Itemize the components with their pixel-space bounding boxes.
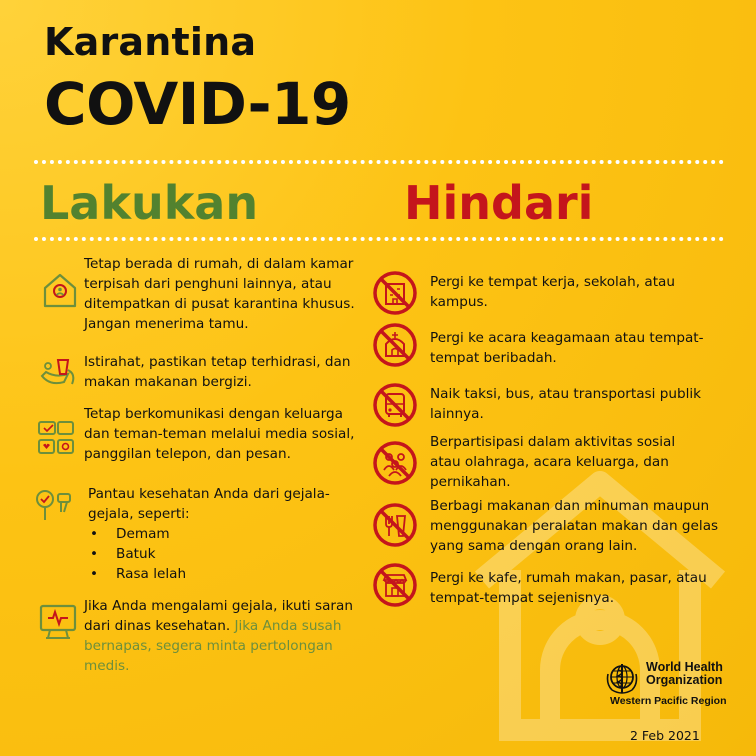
dotted-divider-bottom <box>34 237 724 241</box>
no-cafe-market-icon <box>372 562 418 608</box>
do-item-text: Jika Anda mengalami gejala, ikuti saran dari dinas kesehatan. <box>84 598 353 634</box>
avoid-heading: Hindari <box>404 176 594 230</box>
do-item-advice <box>84 596 354 676</box>
symptom-item: • Rasa lelah <box>88 564 288 584</box>
avoid-item-text: Naik taksi, bus, atau transportasi publik lainnya. <box>430 386 702 422</box>
who-name-line1: World Health <box>646 660 723 674</box>
communication-icon <box>36 418 76 458</box>
no-sharing-utensils-icon <box>372 502 418 548</box>
urgent-medical-note: Jika Anda susah bernapas, segera minta pertolongan medis. <box>84 618 342 674</box>
rest-hydrate-food-icon <box>38 352 78 392</box>
symptom-item: • Demam <box>88 524 288 544</box>
avoid-item-text: Pergi ke kafe, rumah makan, pasar, atau tempat-tempat sejenisnya. <box>430 570 707 606</box>
do-item-text: Istirahat, pastikan tetap terhidrasi, dan makan makanan bergizi. <box>84 354 351 390</box>
symptom-list <box>88 524 288 584</box>
home-quarantine-icon <box>40 270 80 310</box>
who-name-line2: Organization <box>646 673 723 687</box>
who-emblem-icon <box>604 660 640 696</box>
no-public-transport-icon <box>372 382 418 428</box>
title-small: Karantina <box>44 20 257 64</box>
who-region: Western Pacific Region <box>610 695 727 707</box>
do-item-text: Pantau kesehatan Anda dari gejala-gejala, seperti: <box>88 486 330 522</box>
no-social-gathering-icon <box>372 440 418 486</box>
title-large: COVID-19 <box>44 70 351 138</box>
medical-advice-icon <box>38 602 78 642</box>
avoid-item-text: Pergi ke tempat kerja, sekolah, atau kampus. <box>430 274 675 310</box>
no-work-school-icon <box>372 270 418 316</box>
health-monitor-icon <box>34 486 74 526</box>
dotted-divider-top <box>34 160 724 164</box>
do-heading: Lakukan <box>40 176 259 230</box>
do-item-text: Tetap berkomunikasi dengan keluarga dan teman-teman melalui media sosial, panggilan telepon, dan pesan. <box>84 406 355 462</box>
avoid-item-text: Berpartisipasi dalam aktivitas sosial atau olahraga, acara keluarga, dan pernikahan. <box>430 434 676 490</box>
do-item-text: Tetap berada di rumah, di dalam kamar terpisah dari penghuni lainnya, atau ditempatkan di pusat karantina khusus. Jangan menerima tamu. <box>84 256 355 332</box>
publish-date: 2 Feb 2021 <box>630 728 700 743</box>
avoid-item-text: Pergi ke acara keagamaan atau tempat-tempat beribadah. <box>430 330 704 366</box>
avoid-item-text: Berbagi makanan dan minuman maupun menggunakan peralatan makan dan gelas yang sama dengan orang lain. <box>430 498 719 554</box>
no-religious-gathering-icon <box>372 322 418 368</box>
symptom-item: • Batuk <box>88 544 288 564</box>
